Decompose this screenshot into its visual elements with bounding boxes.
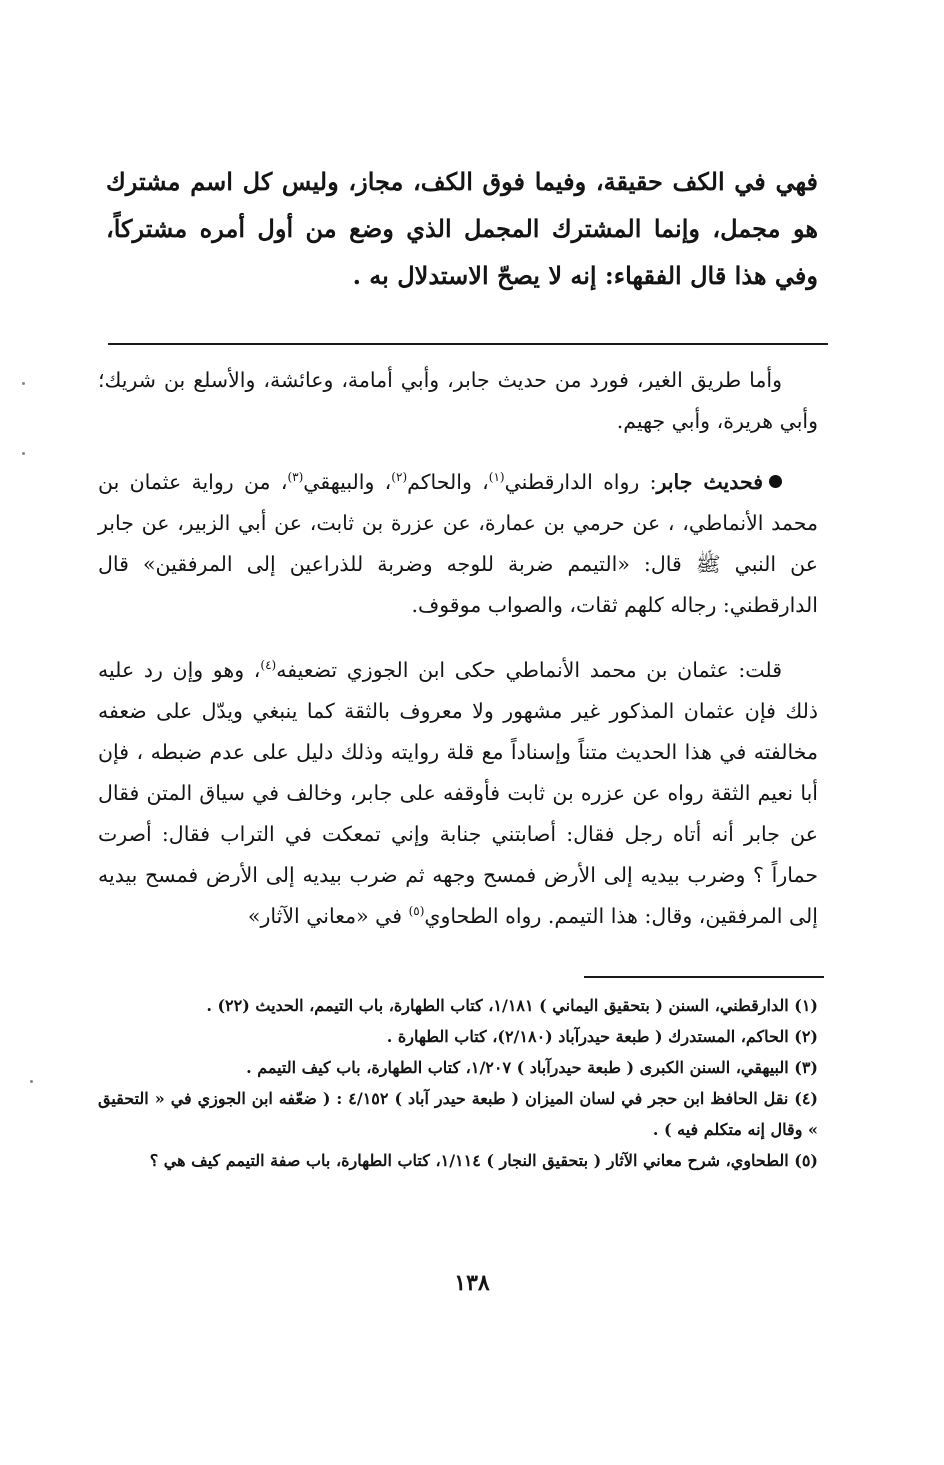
paragraph-2-text-c: ، والبيهقي bbox=[303, 470, 392, 494]
bullet-icon bbox=[769, 475, 782, 488]
page-number: ١٣٨ bbox=[454, 1270, 490, 1296]
paragraph-3-text-b: ، وهو وإن رد عليه ذلك فإن عثمان المذكور غير مشهور ولا معروف بالثقة كما ينبغي ويدّل على ضعفه مخالفته في هذا الحديث متناً وإسناداً مع قلة روايته وذلك دليل على عدم ضبطه ، فإن أبا نعيم الثقة رواه عن عزره بن ثابت فأوقفه على جابر، وخالف في سياق المتن فقال عن جابر أنه أتاه رجل فقال: أصابتني جنابة وإني تمعكت في التراب فقال: أصرت حماراً ؟ وضرب بيديه إلى الأرض فمسح وجهه ثم ضرب بيديه إلى الأرض فمسح بيديه إلى المرفقين، وقال: هذا التيمم. رواه الطحاوي bbox=[98, 658, 818, 928]
footnote-ref-3[interactable]: (٣) bbox=[287, 470, 304, 485]
footnote-item: (٥) الطحاوي، شرح معاني الآثار ( بتحقيق النجار ) ١/١١٤، كتاب الطهارة، باب صفة التيمم كيف هي ؟ bbox=[149, 1151, 818, 1170]
paragraph-3-text-a: قلت: عثمان بن محمد الأنماطي حكى ابن الجوزي تضعيفه bbox=[276, 658, 782, 682]
footnote-item: (٢) الحاكم، المستدرك ( طبعة حيدرآباد (٢/١٨٠)، كتاب الطهارة . bbox=[386, 1027, 818, 1046]
footnotes-list bbox=[98, 990, 818, 1176]
footnote-item: (٤) نقل الحافظ ابن حجر في لسان الميزان ( طبعة حيدر آباد ) ٤/١٥٢ : ( ضعّفه ابن الجوزي في « التحقيق » وقال إنه متكلم فيه ) . bbox=[98, 1089, 818, 1139]
top-paragraph: فهي في الكف حقيقة، وفيما فوق الكف، مجاز، وليس كل اسم مشترك هو مجمل، وإنما المشترك المجمل الذي وضع من أول أمره مشتركاً، وفي هذا قال الفقهاء: إنه لا يصحّ الاستدلال به . bbox=[106, 167, 818, 290]
section-divider bbox=[108, 343, 828, 345]
footnote-divider bbox=[584, 976, 824, 978]
paragraph-3-text-c: في «معاني الآثار» bbox=[247, 904, 409, 928]
footnote-ref-4[interactable]: (٤) bbox=[260, 658, 277, 673]
body-paragraph-1 bbox=[98, 360, 818, 442]
footnote-item: (١) الدارقطني، السنن ( بتحقيق اليماني ) ١/١٨١، كتاب الطهارة، باب التيمم، الحديث (٢٢) . bbox=[206, 996, 818, 1015]
scan-speck bbox=[22, 382, 25, 385]
paragraph-2-text-b: ، والحاكم bbox=[407, 470, 489, 494]
body-paragraph-3 bbox=[98, 650, 818, 937]
body-paragraph-2 bbox=[98, 462, 818, 626]
footnote-item: (٣) البيهقي، السنن الكبرى ( طبعة حيدرآباد ) ١/٢٠٧، كتاب الطهارة، باب كيف التيمم . bbox=[246, 1058, 818, 1077]
footnote-ref-5[interactable]: (٥) bbox=[408, 904, 425, 919]
scan-speck bbox=[22, 452, 25, 455]
paragraph-1-text: وأما طريق الغير، فورد من حديث جابر، وأبي أمامة، وعائشة، والأسلع بن شريك؛ وأبي هريرة، وأبي جهيم. bbox=[98, 368, 818, 433]
scan-speck bbox=[30, 1080, 33, 1083]
paragraph-2-text-d: ، من رواية عثمان بن محمد الأنماطي، ، عن حرمي بن عمارة، عن عزرة بن ثابت، عن أبي الزبير، عن جابر عن النبي ﷺ قال: «التيمم ضربة للوجه وضربة للذراعين إلى المرفقين» قال الدارقطني: رجاله كلهم ثقات، والصواب موقوف. bbox=[98, 470, 818, 617]
footnote-ref-2[interactable]: (٢) bbox=[391, 470, 408, 485]
footnote-ref-1[interactable]: (١) bbox=[488, 470, 505, 485]
paragraph-2-text-a: : رواه الدارقطني bbox=[504, 470, 657, 494]
hadith-jabir-heading: فحديث جابر bbox=[656, 470, 763, 494]
